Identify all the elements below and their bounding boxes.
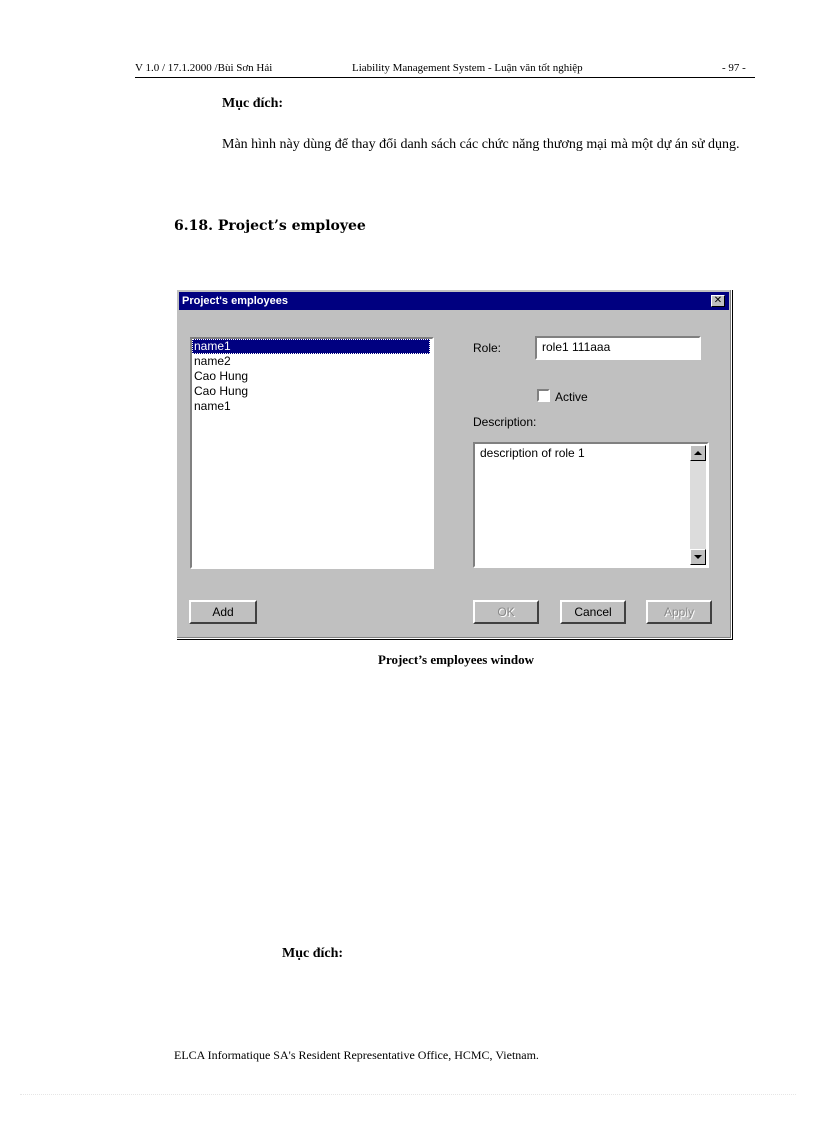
purpose-heading: Mục đích: — [222, 96, 284, 111]
role-label: Role: — [473, 341, 502, 355]
active-label: Active — [555, 390, 588, 404]
header-rule — [135, 77, 755, 78]
scroll-down-icon[interactable] — [690, 549, 706, 565]
page-footer: ELCA Informatique SA's Resident Representative Office, HCMC, Vietnam. — [174, 1048, 539, 1062]
list-item[interactable]: name1 — [192, 339, 430, 354]
dialog-titlebar — [179, 292, 729, 310]
figure-caption: Project’s employees window — [378, 652, 534, 667]
description-value: description of role 1 — [480, 446, 585, 460]
apply-button[interactable]: Apply — [646, 600, 712, 624]
ok-button[interactable]: OK — [473, 600, 539, 624]
employee-listbox[interactable] — [190, 337, 434, 569]
close-icon[interactable]: ✕ — [711, 295, 725, 307]
purpose-heading-2: Mục đích: — [282, 946, 344, 961]
list-item[interactable]: name2 — [194, 354, 231, 368]
cancel-button[interactable]: Cancel — [560, 600, 626, 624]
role-input[interactable] — [535, 336, 701, 360]
active-checkbox[interactable] — [537, 389, 550, 402]
project-employees-dialog — [176, 289, 732, 639]
description-scrollbar[interactable] — [690, 445, 706, 565]
description-label: Description: — [473, 415, 537, 429]
header-title: Liability Management System - Luận văn tốt nghiệp — [352, 62, 583, 74]
role-value: role1 111aaa — [542, 340, 611, 354]
description-textarea[interactable] — [473, 442, 709, 568]
purpose-paragraph: Màn hình này dùng để thay đổi danh sách các chức năng thương mại mà một dự án sử dụng. — [222, 137, 740, 152]
list-item[interactable]: Cao Hung — [194, 369, 249, 383]
dialog-title: Project's employees — [182, 295, 288, 307]
list-item[interactable]: Cao Hung — [194, 384, 249, 398]
header-version: V 1.0 / 17.1.2000 /Bùi Sơn Hải — [135, 62, 273, 74]
scroll-up-icon[interactable] — [690, 445, 706, 461]
page-bottom-divider — [20, 1094, 796, 1095]
add-button[interactable]: Add — [189, 600, 257, 624]
header-page-number: - 97 - — [722, 62, 746, 74]
section-heading: 6.18. Project’s employee — [174, 218, 366, 234]
list-item[interactable]: name1 — [194, 399, 231, 413]
